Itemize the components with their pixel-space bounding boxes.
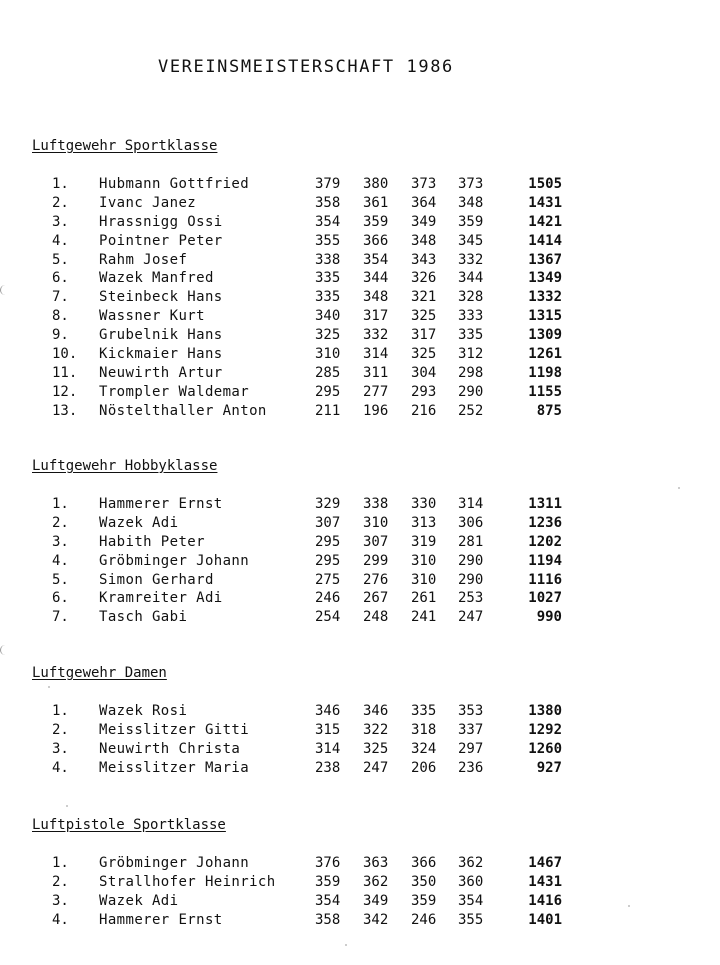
series-3-score: 310 bbox=[411, 552, 437, 569]
series-1-score: 329 bbox=[315, 496, 341, 512]
series-2-score: 277 bbox=[363, 383, 389, 400]
series-1-score: 254 bbox=[315, 609, 341, 626]
rank-cell: 4. bbox=[52, 911, 69, 928]
series-3-score: 318 bbox=[411, 721, 437, 738]
series-1-score: 359 bbox=[315, 873, 341, 890]
series-3-score: 321 bbox=[411, 289, 437, 306]
page-title: VEREINSMEISTERSCHAFT 1986 bbox=[158, 57, 454, 77]
series-3-score: 335 bbox=[411, 703, 437, 719]
rank-cell: 7. bbox=[52, 609, 69, 626]
rank-cell: 6. bbox=[52, 270, 69, 287]
rank-cell: 13. bbox=[52, 402, 78, 419]
rank-cell: 5. bbox=[52, 571, 69, 588]
rank-cell: 1. bbox=[52, 703, 69, 719]
series-2-score: 366 bbox=[363, 232, 389, 249]
series-3-score: 326 bbox=[411, 270, 437, 287]
rank-cell: 4. bbox=[52, 759, 69, 776]
result-row bbox=[32, 911, 592, 930]
result-row bbox=[32, 740, 592, 759]
results-table bbox=[32, 495, 592, 627]
total-score: 1401 bbox=[528, 911, 562, 928]
series-4-score: 281 bbox=[458, 533, 484, 550]
series-2-score: 314 bbox=[363, 346, 389, 363]
results-table bbox=[32, 175, 592, 421]
result-row bbox=[32, 288, 592, 307]
shooter-name: Hubmann Gottfried bbox=[99, 176, 250, 192]
series-4-score: 306 bbox=[458, 514, 484, 531]
series-3-score: 241 bbox=[411, 609, 437, 626]
shooter-name: Wazek Adi bbox=[99, 892, 179, 909]
series-3-score: 325 bbox=[411, 308, 437, 325]
shooter-name: Meisslitzer Maria bbox=[99, 759, 250, 776]
rank-cell: 7. bbox=[52, 289, 69, 306]
series-3-score: 373 bbox=[411, 176, 437, 192]
result-row bbox=[32, 873, 592, 892]
section-luftgewehr-sportklasse bbox=[32, 137, 592, 421]
scan-speck bbox=[345, 944, 347, 946]
shooter-name: Tasch Gabi bbox=[99, 609, 188, 626]
result-row bbox=[32, 383, 592, 402]
series-1-score: 314 bbox=[315, 740, 341, 757]
series-4-score: 337 bbox=[458, 721, 484, 738]
total-score: 1380 bbox=[528, 703, 562, 719]
series-1-score: 354 bbox=[315, 213, 341, 230]
series-3-score: 293 bbox=[411, 383, 437, 400]
result-row bbox=[32, 514, 592, 533]
section-luftgewehr-damen bbox=[32, 664, 592, 778]
series-1-score: 315 bbox=[315, 721, 341, 738]
scan-speck bbox=[48, 686, 50, 688]
series-4-score: 290 bbox=[458, 571, 484, 588]
total-score: 1332 bbox=[528, 289, 562, 306]
shooter-name: Steinbeck Hans bbox=[99, 289, 223, 306]
rank-cell: 5. bbox=[52, 251, 69, 268]
section-heading: Luftgewehr Hobbyklasse bbox=[32, 458, 218, 474]
rank-cell: 2. bbox=[52, 514, 69, 531]
total-score: 927 bbox=[536, 759, 562, 776]
result-row bbox=[32, 345, 592, 364]
total-score: 1261 bbox=[528, 346, 562, 363]
series-2-score: 307 bbox=[363, 533, 389, 550]
shooter-name: Grubelnik Hans bbox=[99, 327, 223, 344]
result-row bbox=[32, 721, 592, 740]
series-3-score: 325 bbox=[411, 346, 437, 363]
rank-cell: 8. bbox=[52, 308, 69, 325]
series-2-score: 348 bbox=[363, 289, 389, 306]
scan-speck bbox=[66, 805, 68, 807]
result-row bbox=[32, 495, 592, 514]
result-row bbox=[32, 326, 592, 345]
rank-cell: 1. bbox=[52, 496, 69, 512]
series-2-score: 317 bbox=[363, 308, 389, 325]
total-score: 1421 bbox=[528, 213, 562, 230]
series-1-score: 211 bbox=[315, 402, 341, 419]
total-score: 1202 bbox=[528, 533, 562, 550]
series-4-score: 290 bbox=[458, 552, 484, 569]
series-4-score: 253 bbox=[458, 590, 484, 607]
rank-cell: 2. bbox=[52, 721, 69, 738]
series-2-score: 359 bbox=[363, 213, 389, 230]
series-4-score: 332 bbox=[458, 251, 484, 268]
shooter-name: Gröbminger Johann bbox=[99, 855, 250, 871]
series-2-score: 247 bbox=[363, 759, 389, 776]
total-score: 1505 bbox=[528, 176, 562, 192]
result-row bbox=[32, 232, 592, 251]
series-2-score: 299 bbox=[363, 552, 389, 569]
total-score: 1194 bbox=[528, 552, 562, 569]
series-2-score: 311 bbox=[363, 364, 389, 381]
series-1-score: 275 bbox=[315, 571, 341, 588]
rank-cell: 2. bbox=[52, 873, 69, 890]
series-4-score: 360 bbox=[458, 873, 484, 890]
result-row bbox=[32, 533, 592, 552]
total-score: 1467 bbox=[528, 855, 562, 871]
series-2-score: 362 bbox=[363, 873, 389, 890]
shooter-name: Wazek Adi bbox=[99, 514, 179, 531]
section-heading: Luftpistole Sportklasse bbox=[32, 817, 226, 833]
series-2-score: 196 bbox=[363, 402, 389, 419]
shooter-name: Hrassnigg Ossi bbox=[99, 213, 223, 230]
series-3-score: 313 bbox=[411, 514, 437, 531]
rank-cell: 1. bbox=[52, 855, 69, 871]
series-3-score: 366 bbox=[411, 855, 437, 871]
series-3-score: 359 bbox=[411, 892, 437, 909]
series-4-score: 335 bbox=[458, 327, 484, 344]
shooter-name: Wazek Rosi bbox=[99, 703, 188, 719]
series-2-score: 276 bbox=[363, 571, 389, 588]
result-row bbox=[32, 175, 592, 194]
total-score: 1315 bbox=[528, 308, 562, 325]
series-4-score: 345 bbox=[458, 232, 484, 249]
result-row bbox=[32, 269, 592, 288]
series-2-score: 338 bbox=[363, 496, 389, 512]
total-score: 1198 bbox=[528, 364, 562, 381]
series-2-score: 344 bbox=[363, 270, 389, 287]
total-score: 1155 bbox=[528, 383, 562, 400]
section-luftgewehr-hobbyklasse bbox=[32, 457, 592, 627]
series-3-score: 343 bbox=[411, 251, 437, 268]
series-4-score: 328 bbox=[458, 289, 484, 306]
series-4-score: 252 bbox=[458, 402, 484, 419]
shooter-name: Wassner Kurt bbox=[99, 308, 205, 325]
series-1-score: 354 bbox=[315, 892, 341, 909]
series-3-score: 324 bbox=[411, 740, 437, 757]
series-4-score: 348 bbox=[458, 194, 484, 211]
shooter-name: Hammerer Ernst bbox=[99, 496, 223, 512]
series-4-score: 247 bbox=[458, 609, 484, 626]
series-4-score: 344 bbox=[458, 270, 484, 287]
scan-edge-mark bbox=[0, 645, 7, 655]
shooter-name: Trompler Waldemar bbox=[99, 383, 250, 400]
result-row bbox=[32, 213, 592, 232]
series-1-score: 376 bbox=[315, 855, 341, 871]
series-3-score: 304 bbox=[411, 364, 437, 381]
shooter-name: Ivanc Janez bbox=[99, 194, 197, 211]
series-1-score: 310 bbox=[315, 346, 341, 363]
scan-speck bbox=[678, 487, 680, 489]
total-score: 1414 bbox=[528, 232, 562, 249]
series-3-score: 348 bbox=[411, 232, 437, 249]
series-4-score: 359 bbox=[458, 213, 484, 230]
total-score: 1367 bbox=[528, 251, 562, 268]
result-row bbox=[32, 194, 592, 213]
shooter-name: Simon Gerhard bbox=[99, 571, 214, 588]
series-2-score: 349 bbox=[363, 892, 389, 909]
series-3-score: 317 bbox=[411, 327, 437, 344]
series-3-score: 246 bbox=[411, 911, 437, 928]
series-3-score: 330 bbox=[411, 496, 437, 512]
section-luftpistole-sportklasse bbox=[32, 816, 592, 930]
series-4-score: 333 bbox=[458, 308, 484, 325]
series-3-score: 349 bbox=[411, 213, 437, 230]
rank-cell: 3. bbox=[52, 740, 69, 757]
series-2-score: 322 bbox=[363, 721, 389, 738]
total-score: 1027 bbox=[528, 590, 562, 607]
result-row bbox=[32, 364, 592, 383]
shooter-name: Nöstelthaller Anton bbox=[99, 402, 267, 419]
rank-cell: 4. bbox=[52, 232, 69, 249]
result-row bbox=[32, 251, 592, 270]
result-row bbox=[32, 608, 592, 627]
series-4-score: 290 bbox=[458, 383, 484, 400]
series-4-score: 373 bbox=[458, 176, 484, 192]
series-1-score: 295 bbox=[315, 383, 341, 400]
series-1-score: 335 bbox=[315, 289, 341, 306]
series-2-score: 267 bbox=[363, 590, 389, 607]
total-score: 1431 bbox=[528, 873, 562, 890]
rank-cell: 10. bbox=[52, 346, 78, 363]
series-2-score: 363 bbox=[363, 855, 389, 871]
shooter-name: Pointner Peter bbox=[99, 232, 223, 249]
result-row bbox=[32, 759, 592, 778]
series-2-score: 354 bbox=[363, 251, 389, 268]
series-1-score: 355 bbox=[315, 232, 341, 249]
scan-edge-mark bbox=[0, 285, 7, 295]
result-row bbox=[32, 552, 592, 571]
shooter-name: Kramreiter Adi bbox=[99, 590, 223, 607]
rank-cell: 3. bbox=[52, 213, 69, 230]
total-score: 1309 bbox=[528, 327, 562, 344]
total-score: 1311 bbox=[528, 496, 562, 512]
total-score: 1116 bbox=[528, 571, 562, 588]
series-1-score: 335 bbox=[315, 270, 341, 287]
result-row bbox=[32, 892, 592, 911]
result-row bbox=[32, 589, 592, 608]
rank-cell: 4. bbox=[52, 552, 69, 569]
shooter-name: Gröbminger Johann bbox=[99, 552, 250, 569]
series-1-score: 379 bbox=[315, 176, 341, 192]
rank-cell: 2. bbox=[52, 194, 69, 211]
shooter-name: Rahm Josef bbox=[99, 251, 188, 268]
rank-cell: 6. bbox=[52, 590, 69, 607]
shooter-name: Hammerer Ernst bbox=[99, 911, 223, 928]
rank-cell: 1. bbox=[52, 176, 69, 192]
series-4-score: 297 bbox=[458, 740, 484, 757]
series-1-score: 238 bbox=[315, 759, 341, 776]
series-2-score: 361 bbox=[363, 194, 389, 211]
series-2-score: 332 bbox=[363, 327, 389, 344]
total-score: 1236 bbox=[528, 514, 562, 531]
series-3-score: 206 bbox=[411, 759, 437, 776]
series-4-score: 314 bbox=[458, 496, 484, 512]
rank-cell: 3. bbox=[52, 892, 69, 909]
total-score: 1416 bbox=[528, 892, 562, 909]
series-4-score: 353 bbox=[458, 703, 484, 719]
shooter-name: Wazek Manfred bbox=[99, 270, 214, 287]
series-2-score: 310 bbox=[363, 514, 389, 531]
series-1-score: 295 bbox=[315, 552, 341, 569]
result-row bbox=[32, 402, 592, 421]
series-1-score: 346 bbox=[315, 703, 341, 719]
series-1-score: 246 bbox=[315, 590, 341, 607]
series-3-score: 310 bbox=[411, 571, 437, 588]
series-1-score: 358 bbox=[315, 911, 341, 928]
rank-cell: 3. bbox=[52, 533, 69, 550]
shooter-name: Habith Peter bbox=[99, 533, 205, 550]
result-row bbox=[32, 571, 592, 590]
series-3-score: 350 bbox=[411, 873, 437, 890]
series-1-score: 338 bbox=[315, 251, 341, 268]
result-row bbox=[32, 702, 592, 721]
section-heading: Luftgewehr Damen bbox=[32, 665, 167, 681]
series-4-score: 298 bbox=[458, 364, 484, 381]
result-row bbox=[32, 307, 592, 326]
series-2-score: 380 bbox=[363, 176, 389, 192]
section-heading: Luftgewehr Sportklasse bbox=[32, 138, 218, 154]
total-score: 1260 bbox=[528, 740, 562, 757]
series-3-score: 319 bbox=[411, 533, 437, 550]
series-4-score: 362 bbox=[458, 855, 484, 871]
series-1-score: 358 bbox=[315, 194, 341, 211]
series-3-score: 216 bbox=[411, 402, 437, 419]
results-table bbox=[32, 854, 592, 930]
series-4-score: 354 bbox=[458, 892, 484, 909]
total-score: 1431 bbox=[528, 194, 562, 211]
shooter-name: Kickmaier Hans bbox=[99, 346, 223, 363]
series-1-score: 340 bbox=[315, 308, 341, 325]
series-1-score: 325 bbox=[315, 327, 341, 344]
series-2-score: 346 bbox=[363, 703, 389, 719]
shooter-name: Strallhofer Heinrich bbox=[99, 873, 276, 890]
series-4-score: 355 bbox=[458, 911, 484, 928]
shooter-name: Meisslitzer Gitti bbox=[99, 721, 250, 738]
result-row bbox=[32, 854, 592, 873]
total-score: 990 bbox=[536, 609, 562, 626]
series-4-score: 312 bbox=[458, 346, 484, 363]
series-2-score: 342 bbox=[363, 911, 389, 928]
shooter-name: Neuwirth Christa bbox=[99, 740, 241, 757]
series-3-score: 261 bbox=[411, 590, 437, 607]
series-1-score: 285 bbox=[315, 364, 341, 381]
series-3-score: 364 bbox=[411, 194, 437, 211]
rank-cell: 11. bbox=[52, 364, 78, 381]
series-1-score: 295 bbox=[315, 533, 341, 550]
series-2-score: 325 bbox=[363, 740, 389, 757]
total-score: 875 bbox=[536, 402, 562, 419]
series-4-score: 236 bbox=[458, 759, 484, 776]
total-score: 1349 bbox=[528, 270, 562, 287]
total-score: 1292 bbox=[528, 721, 562, 738]
results-table bbox=[32, 702, 592, 778]
scan-speck bbox=[628, 905, 630, 907]
rank-cell: 9. bbox=[52, 327, 69, 344]
rank-cell: 12. bbox=[52, 383, 78, 400]
series-1-score: 307 bbox=[315, 514, 341, 531]
series-2-score: 248 bbox=[363, 609, 389, 626]
shooter-name: Neuwirth Artur bbox=[99, 364, 223, 381]
